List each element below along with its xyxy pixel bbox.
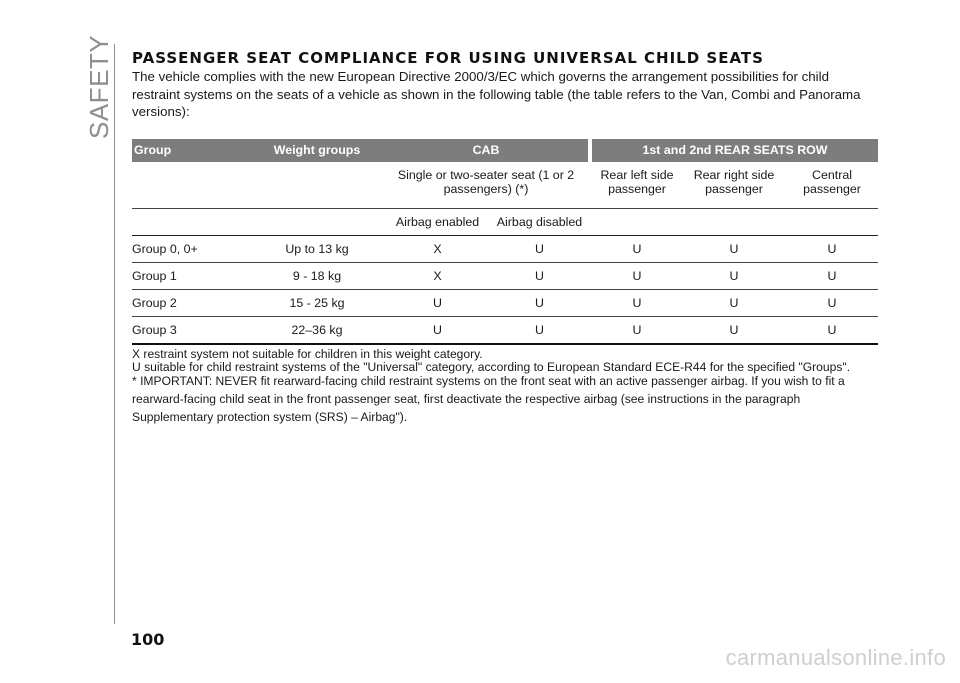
cell-central: U <box>786 316 878 344</box>
cell-rear-right: U <box>682 235 786 262</box>
header-weight: Weight groups <box>250 139 384 162</box>
table-notes <box>132 348 878 426</box>
subheader-airbag-disabled: Airbag disabled <box>491 208 588 235</box>
subheader-central: Central passenger <box>786 162 878 209</box>
header-cab: CAB <box>384 139 588 162</box>
cell-rear-left: U <box>592 262 682 289</box>
subheader-row <box>132 162 878 209</box>
subheader-airbag-enabled: Airbag enabled <box>384 208 491 235</box>
page-number: 100 <box>131 630 165 649</box>
cell-airbag-enabled: X <box>384 235 491 262</box>
subheader-single-seat: Single or two-seater seat (1 or 2 passengers) (*) <box>384 162 588 209</box>
header-rear: 1st and 2nd REAR SEATS ROW <box>592 139 878 162</box>
subheader-rear-right: Rear right side passenger <box>682 162 786 209</box>
cell-rear-right: U <box>682 289 786 316</box>
cell-airbag-disabled: U <box>491 289 588 316</box>
table-header-row <box>132 139 878 162</box>
cell-airbag-enabled: U <box>384 316 491 344</box>
cell-airbag-enabled: U <box>384 289 491 316</box>
content <box>132 48 878 426</box>
intro-paragraph: The vehicle complies with the new European Directive 2000/3/EC which governs the arrangement possibilities for child restraint systems on the seats of a vehicle as shown in the following table (the table refers to the Van, Combi and Panorama versions): <box>132 69 861 119</box>
cell-group: Group 0, 0+ <box>132 235 250 262</box>
note-x: X restraint system not suitable for children in this weight category. <box>132 346 483 361</box>
cell-weight: Up to 13 kg <box>250 235 384 262</box>
subheader-rear-left: Rear left side passenger <box>592 162 682 209</box>
cell-airbag-disabled: U <box>491 262 588 289</box>
note-u: U suitable for child restraint systems of the "Universal" category, according to European Standard ECE-R44 for the specified "Groups". <box>132 359 851 374</box>
table-row <box>132 262 878 289</box>
cell-central: U <box>786 289 878 316</box>
section-tab: SAFETY <box>84 34 114 139</box>
compliance-table <box>132 139 878 345</box>
cell-weight: 22–36 kg <box>250 316 384 344</box>
cell-airbag-enabled: X <box>384 262 491 289</box>
cell-weight: 9 - 18 kg <box>250 262 384 289</box>
cell-central: U <box>786 235 878 262</box>
cell-group: Group 3 <box>132 316 250 344</box>
cell-rear-right: U <box>682 262 786 289</box>
airbag-row <box>132 208 878 235</box>
cell-group: Group 2 <box>132 289 250 316</box>
cell-airbag-disabled: U <box>491 316 588 344</box>
cell-rear-left: U <box>592 316 682 344</box>
cell-group: Group 1 <box>132 262 250 289</box>
cell-weight: 15 - 25 kg <box>250 289 384 316</box>
table-row <box>132 289 878 316</box>
page-title: PASSENGER SEAT COMPLIANCE FOR USING UNIVERSAL CHILD SEATS <box>132 49 764 67</box>
header-group: Group <box>132 139 250 162</box>
cell-rear-left: U <box>592 289 682 316</box>
table-row <box>132 316 878 344</box>
cell-rear-left: U <box>592 235 682 262</box>
section-divider <box>114 44 115 624</box>
cell-rear-right: U <box>682 316 786 344</box>
watermark: carmanualsonline.info <box>725 645 946 670</box>
cell-central: U <box>786 262 878 289</box>
table-row <box>132 235 878 262</box>
cell-airbag-disabled: U <box>491 235 588 262</box>
note-important: * IMPORTANT: NEVER fit rearward-facing child restraint systems on the front seat with an active passenger airbag. If you wish to fit a rearward-facing child seat in the front passenger seat, first deactivate the respective airbag (see instructions in the paragraph Supplementary protection system (SRS) – Airbag"). <box>132 373 845 424</box>
